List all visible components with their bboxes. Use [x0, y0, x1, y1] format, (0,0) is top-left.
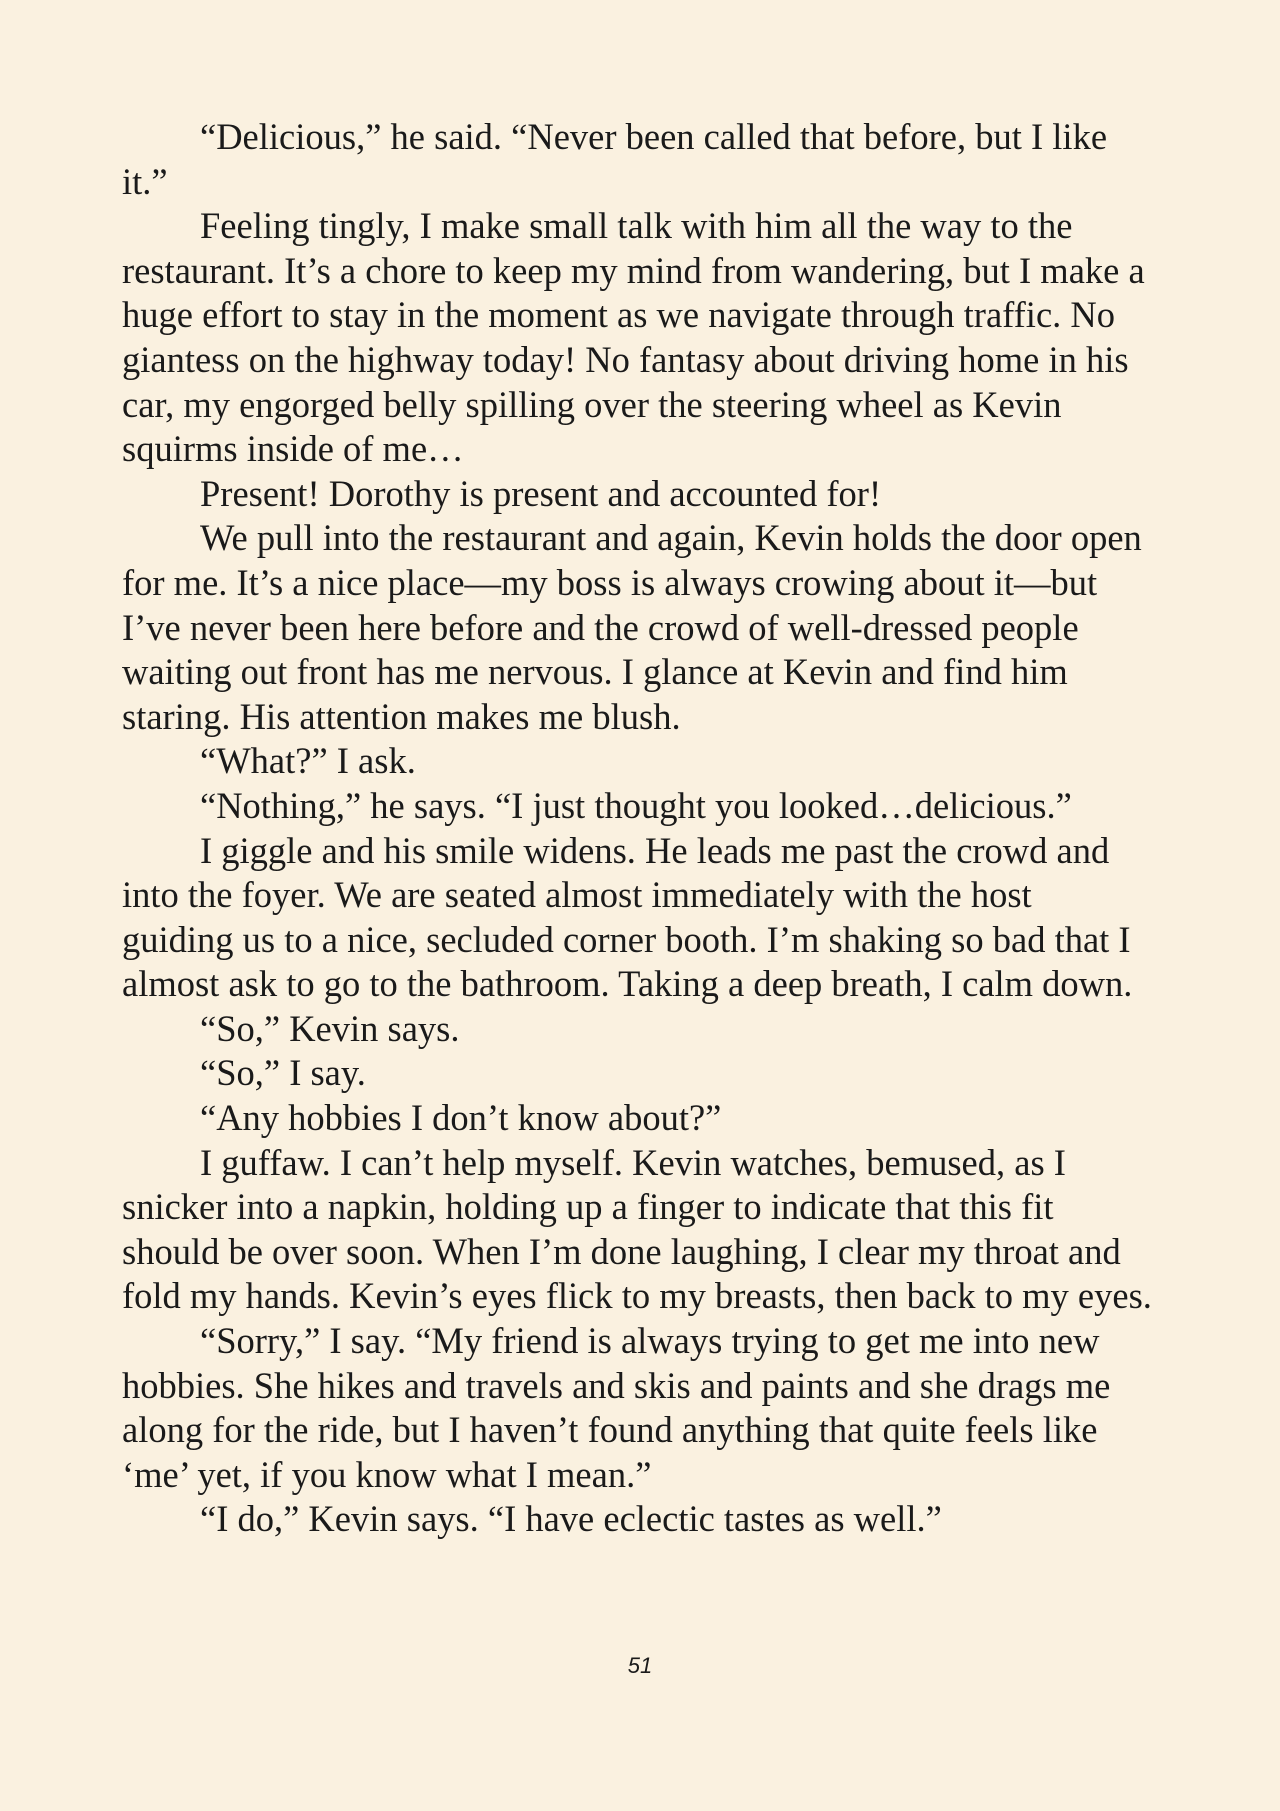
paragraph: Feeling tingly, I make small talk with him all the way to the restaurant. It’s a chore to keep my mind from wandering, but I make a huge effort to stay in the moment as we navigate through traffic. No giantess on the highway today! No fantasy about driving home in his car, my engorged belly spilling over the steering wheel as Kevin squirms inside of me…: [122, 205, 1145, 470]
paragraph: “What?” I ask.: [200, 740, 416, 782]
paragraph: “Any hobbies I don’t know about?”: [200, 1097, 722, 1139]
paragraph: “Nothing,” he says. “I just thought you looked…delicious.”: [200, 784, 1072, 826]
page-number: 51: [627, 1653, 653, 1678]
body-text: [122, 115, 1172, 1542]
paragraph: “Sorry,” I say. “My friend is always trying to get me into new hobbies. She hikes and travels and skis and paints and she drags me along for the ride, but I haven’t found anything that quite feels like ‘me’ yet, if you know what I mean.”: [122, 1320, 1111, 1495]
paragraph: “So,” I say.: [200, 1052, 366, 1094]
paragraph: We pull into the restaurant and again, Kevin holds the door open for me. It’s a nice place—my boss is always crowing about it—but I’ve never been here before and the crowd of well-dressed people waiting out front has me nervous. I glance at Kevin and find him staring. His attention makes me blush.: [122, 517, 1142, 737]
paragraph: Present! Dorothy is present and accounted for!: [200, 472, 882, 514]
paragraph: I giggle and his smile widens. He leads me past the crowd and into the foyer. We are seated almost immediately with the host guiding us to a nice, secluded corner booth. I’m shaking so bad that I almost ask to go to the bathroom. Taking a deep breath, I calm down.: [122, 829, 1133, 1005]
paragraph: “Delicious,” he said. “Never been called that before, but I like it.”: [122, 116, 1108, 202]
paragraph: “I do,” Kevin says. “I have eclectic tastes as well.”: [200, 1498, 942, 1540]
paragraph: I guffaw. I can’t help myself. Kevin watches, bemused, as I snicker into a napkin, holding up a finger to indicate that this fit should be over soon. When I’m done laughing, I clear my throat and fold my hands. Kevin’s eyes flick to my breasts, then back to my eyes.: [122, 1141, 1152, 1317]
paragraph: “So,” Kevin says.: [200, 1007, 460, 1049]
